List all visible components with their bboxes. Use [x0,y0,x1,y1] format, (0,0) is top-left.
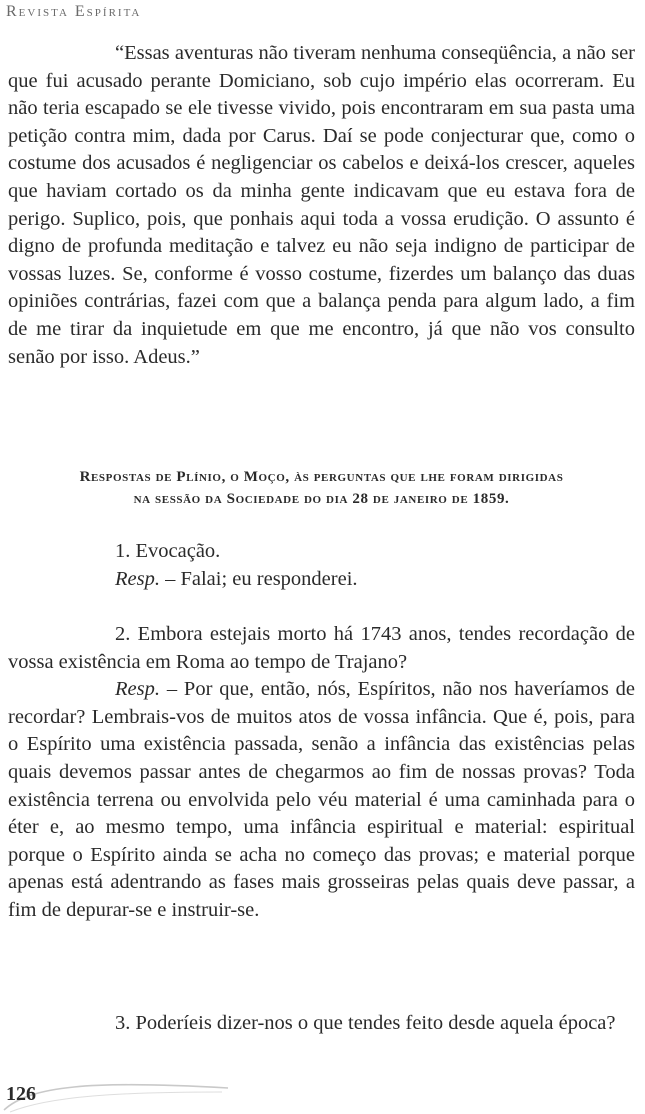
section-heading [8,466,635,510]
resp-label: Resp. [115,678,160,701]
answer-1-text: – Falai; eu responderei. [159,567,358,590]
qa-block-3 [8,1010,635,1038]
page-number: 126 [6,1083,36,1105]
qa-block-1 [8,538,635,593]
resp-label: Resp. [115,567,160,590]
question-3: 3. Poderíeis dizer-nos o que tendes feito desde aquela época? [115,1012,616,1034]
answer-2-text: – Por que, então, nós, Espíritos, não nos haveríamos de recordar? Lembrais-vos de muitos atos de vossa infância. Que é, pois, para o Espírito uma existência passada, senão a infância das existências pelas quais devemos passar antes de chegarmos ao fim de nossas provas? Toda existência terrena ou envolvida pelo véu material é uma caminhada para o éter e, ao mesmo tempo, uma infância espiritual e material: espiritual porque o Espírito ainda se acha no começo das provas; e material porque apenas está adentrando as fases mais grosseiras pelas quais deve passar, a fim de depurar-se e instruir-se. [8,678,635,921]
section-heading-line-2: na sessão da Sociedade do dia 28 de janeiro de 1859. [133,491,510,507]
question-2: 2. Embora estejais morto há 1743 anos, tendes recordação de vossa existência em Roma ao tempo de Trajano? [8,623,635,673]
opening-paragraph: “Essas aventuras não tiveram nenhuma conseqüência, a não ser que fui acusado perante Domiciano, sob cujo império elas ocorreram. Eu não teria escapado se ele tivesse vivido, pois encontraram em sua pasta uma petição contra mim, dada por Carus. Daí se pode conjecturar que, como o costume dos acusados é negligenciar os cabelos e deixá-los crescer, aqueles que haviam cortado os da minha gente indicavam que eu estava fora de perigo. Suplico, pois, que ponhais aqui toda a vossa erudição. O assunto é digno de profunda meditação e talvez eu não seja indigno de participar de vossas luzes. Se, conforme é vosso costume, fizerdes um balanço das duas opiniões contrárias, fazei com que a balança penda para algum lado, a fim de me tirar da inquietude em que me encontro, já que não vos consulto senão por isso. Adeus.” [8,42,635,368]
letter-quote-block [8,40,635,371]
answer-2 [8,676,635,924]
question-1: 1. Evocação. [115,540,221,562]
answer-1 [8,566,635,594]
section-heading-line-1: Respostas de Plínio, o Moço, às perguntas que lhe foram dirigidas [79,469,564,485]
qa-block-2 [8,621,635,925]
running-header: Revista Espírita [6,3,142,20]
